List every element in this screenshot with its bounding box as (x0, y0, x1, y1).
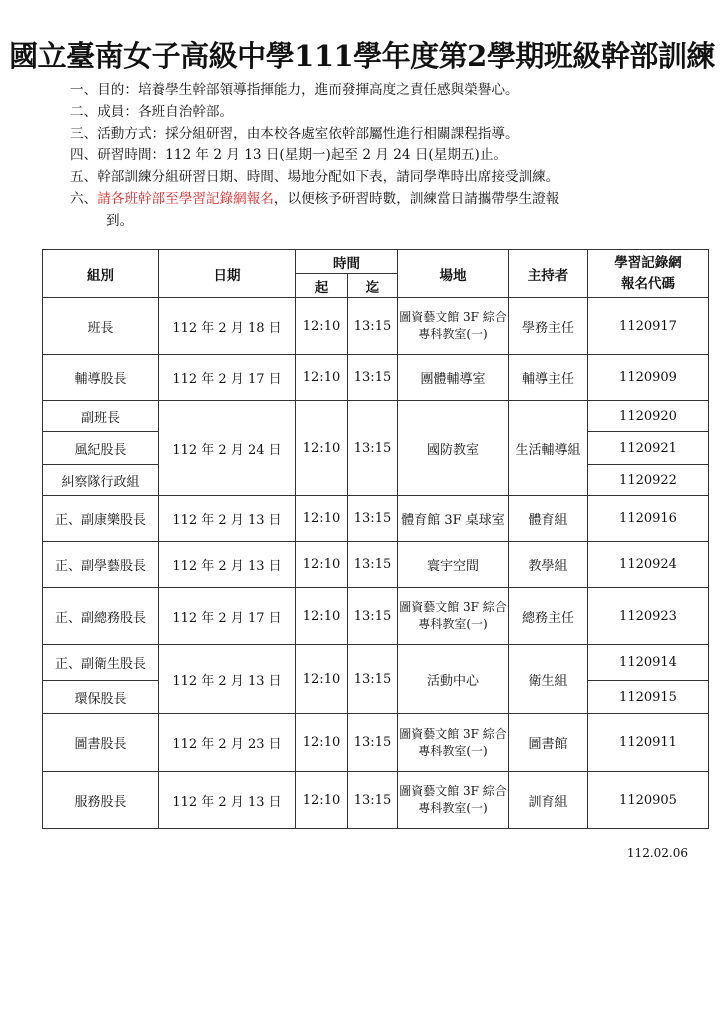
cell-group: 副班長 (43, 401, 159, 432)
table-row (43, 542, 709, 588)
table-row (43, 298, 709, 355)
intro-text: 幹部訓練分組研習日期、時間、場地分配如下表，請同學準時出席接受訓練。 (97, 169, 560, 186)
intro-text-continued: 到。 (106, 212, 134, 229)
cell-code: 1120915 (588, 681, 709, 714)
header-date: 日期 (159, 250, 296, 298)
cell-start: 12:10 (296, 401, 348, 496)
cell-date: 112 年 2 月 17 日 (159, 588, 296, 645)
cell-end: 13:15 (348, 298, 398, 355)
cell-end: 13:15 (348, 401, 398, 496)
table-row (43, 645, 709, 681)
header-venue: 場地 (398, 250, 509, 298)
header-group: 組別 (43, 250, 159, 298)
footer-date: 112.02.06 (626, 846, 688, 860)
cell-start: 12:10 (296, 298, 348, 355)
cell-date: 112 年 2 月 13 日 (159, 496, 296, 542)
cell-group: 班長 (43, 298, 159, 355)
intro-text-rest: ，以便核予研習時數，訓練當日請攜帶學生證報 (273, 190, 560, 207)
cell-host: 生活輔導組 (509, 401, 588, 496)
cell-host: 衛生組 (509, 645, 588, 714)
header-time: 時間 (296, 250, 398, 274)
cell-group: 輔導股長 (43, 355, 159, 401)
cell-group: 正、副衛生股長 (43, 645, 159, 681)
cell-venue: 圖資藝文館 3F 綜合專科教室(一) (398, 772, 509, 829)
intro-text (97, 189, 559, 211)
cell-code: 1120921 (588, 432, 709, 465)
cell-group: 正、副學藝股長 (43, 542, 159, 588)
cell-host: 訓育組 (509, 772, 588, 829)
cell-start: 12:10 (296, 772, 348, 829)
intro-item (70, 189, 700, 211)
cell-host: 輔導主任 (509, 355, 588, 401)
cell-group: 正、副康樂股長 (43, 496, 159, 542)
table-row (43, 496, 709, 542)
cell-start: 12:10 (296, 588, 348, 645)
cell-group: 環保股長 (43, 681, 159, 714)
cell-end: 13:15 (348, 588, 398, 645)
cell-date: 112 年 2 月 23 日 (159, 714, 296, 772)
cell-venue: 圖資藝文館 3F 綜合專科教室(一) (398, 588, 509, 645)
cell-host: 總務主任 (509, 588, 588, 645)
table-row (43, 588, 709, 645)
cell-code: 1120916 (588, 496, 709, 542)
cell-host: 圖書館 (509, 714, 588, 772)
cell-code: 1120911 (588, 714, 709, 772)
intro-number: 三、 (70, 125, 98, 142)
cell-code: 1120922 (588, 465, 709, 496)
cell-group: 正、副總務股長 (43, 588, 159, 645)
intro-item (70, 145, 700, 167)
cell-start: 12:10 (296, 645, 348, 714)
intro-list (70, 80, 700, 233)
cell-venue: 圖資藝文館 3F 綜合專科教室(一) (398, 714, 509, 772)
intro-number: 四、 (70, 147, 98, 164)
page-title: 國立臺南女子高級中學111學年度第2學期班級幹部訓練 (9, 39, 715, 73)
cell-code: 1120920 (588, 401, 709, 432)
cell-date: 112 年 2 月 18 日 (159, 298, 296, 355)
cell-host: 學務主任 (509, 298, 588, 355)
header-end: 迄 (348, 274, 398, 298)
cell-group: 風紀股長 (43, 432, 159, 465)
cell-venue: 體育館 3F 桌球室 (398, 496, 509, 542)
intro-number: 二、 (70, 103, 98, 120)
intro-text: 目的：培養學生幹部領導指揮能力，進而發揮高度之責任感與榮譽心。 (97, 82, 519, 98)
header-code (588, 250, 709, 298)
cell-end: 13:15 (348, 542, 398, 588)
intro-text: 活動方式：採分組研習，由本校各處室依幹部屬性進行相關課程指導。 (97, 125, 519, 142)
cell-start: 12:10 (296, 496, 348, 542)
cell-code: 1120909 (588, 355, 709, 401)
intro-number: 六、 (70, 190, 98, 207)
cell-host: 體育組 (509, 496, 588, 542)
cell-venue: 圖資藝文館 3F 綜合專科教室(一) (398, 298, 509, 355)
cell-group: 糾察隊行政組 (43, 465, 159, 496)
cell-end: 13:15 (348, 772, 398, 829)
intro-item (70, 80, 700, 102)
cell-group: 圖書股長 (43, 714, 159, 772)
cell-end: 13:15 (348, 355, 398, 401)
cell-date: 112 年 2 月 13 日 (159, 542, 296, 588)
cell-start: 12:10 (296, 714, 348, 772)
schedule-table (42, 249, 709, 829)
intro-number: 五、 (70, 169, 98, 186)
cell-code: 1120917 (588, 298, 709, 355)
header-host: 主持者 (509, 250, 588, 298)
highlight-text: 請各班幹部至學習記錄網報名 (97, 190, 274, 207)
cell-code: 1120914 (588, 645, 709, 681)
intro-item (70, 167, 700, 189)
cell-code: 1120905 (588, 772, 709, 829)
header-code-line2: 報名代碼 (621, 275, 675, 292)
cell-end: 13:15 (348, 645, 398, 714)
intro-item (70, 124, 700, 146)
cell-venue: 國防教室 (398, 401, 509, 496)
intro-item (70, 102, 700, 124)
cell-end: 13:15 (348, 496, 398, 542)
header-code-line1: 學習記錄網 (614, 254, 682, 271)
table-row (43, 714, 709, 772)
cell-venue: 團體輔導室 (398, 355, 509, 401)
table-row (43, 401, 709, 432)
cell-date: 112 年 2 月 13 日 (159, 772, 296, 829)
cell-date: 112 年 2 月 24 日 (159, 401, 296, 496)
table-row (43, 772, 709, 829)
intro-text: 成員：各班自治幹部。 (97, 103, 234, 120)
cell-host: 教學組 (509, 542, 588, 588)
cell-group: 服務股長 (43, 772, 159, 829)
cell-code: 1120923 (588, 588, 709, 645)
intro-number: 一、 (70, 82, 98, 98)
intro-text: 研習時間：112 年 2 月 13 日(星期一)起至 2 月 24 日(星期五)止。 (97, 147, 508, 164)
table-row (43, 355, 709, 401)
cell-end: 13:15 (348, 714, 398, 772)
cell-code: 1120924 (588, 542, 709, 588)
cell-date: 112 年 2 月 13 日 (159, 645, 296, 714)
cell-start: 12:10 (296, 542, 348, 588)
header-start: 起 (296, 274, 348, 298)
cell-start: 12:10 (296, 355, 348, 401)
cell-venue: 活動中心 (398, 645, 509, 714)
cell-date: 112 年 2 月 17 日 (159, 355, 296, 401)
cell-venue: 寰宇空間 (398, 542, 509, 588)
